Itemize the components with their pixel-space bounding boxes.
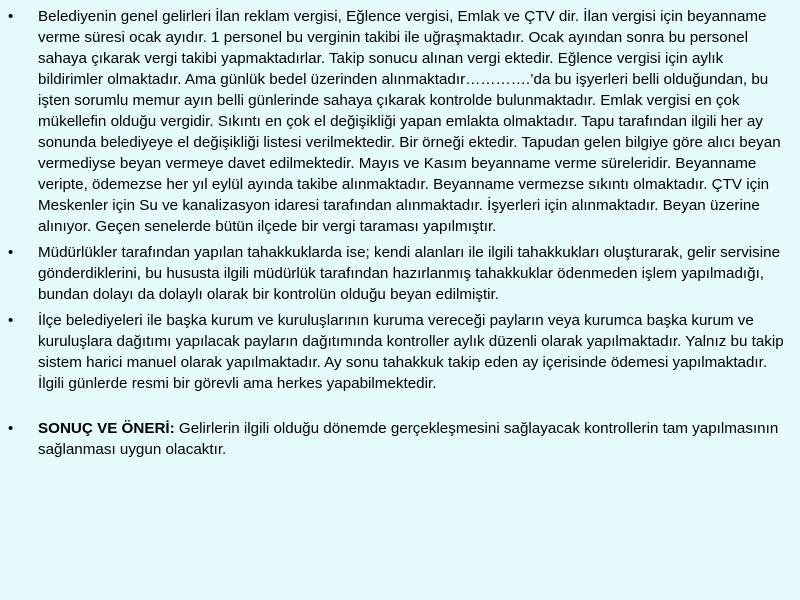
bullet-icon: • (8, 312, 14, 329)
bullet-icon: • (8, 420, 14, 437)
conclusion-text: Gelirlerin ilgili olduğu dönemde gerçekleşmesini sağlayacak kontrollerin tam yapılmasının sağlanması uygun olacaktır. (38, 420, 779, 458)
bullet-item-directorate-accruals (6, 242, 788, 305)
bullet-list (6, 6, 788, 460)
bullet-text: İlçe belediyeleri ile başka kurum ve kuruluşlarının kuruma vereceği payların veya kurumca başka kurum ve kuruluşlara dağıtımı yapılacak payların dağıtımında kontroller aylık düzenli olarak yapılmaktadır. Yalnız bu takip sistem harici manuel olarak yapılmaktadır. Ay sonu tahakkuk takip eden ay içerisinde ödemesi yapılmaktadır. İlgili günlerde resmi bir görevli ama herkes yapabilmektedir. (38, 312, 784, 392)
conclusion-label: SONUÇ VE ÖNERİ: (38, 420, 175, 437)
bullet-item-general-revenues (6, 6, 788, 237)
bullet-item-share-distribution (6, 310, 788, 394)
bullet-item-conclusion (6, 418, 788, 460)
bullet-icon: • (8, 244, 14, 261)
bullet-text: Belediyenin genel gelirleri İlan reklam vergisi, Eğlence vergisi, Emlak ve ÇTV dir. İlan vergisi için beyanname verme süresi ocak ayıdır. 1 personel bu verginin takibi ile uğraşmaktadır. Ocak ayından sonra bu personel sahaya çıkarak vergi takibi yapmaktadırlar. Takip sonucu alınan vergi ektedir. Eğlence vergisi için aylık bildirimler olmaktadır. Ama günlük bedel üzerinden alınmaktadır………….’da bu işyerleri belli olduğundan, bu işten sorumlu memur ayın belli günlerinde sahaya çıkarak kontrolde bulunmaktadır. Emlak vergisi en çok mükellefin olduğu vergidir. Sıkıntı en çok el değişikliği yapan emlakta olmaktadır. Tapu tarafından ilgili her ay sonunda belediyeye el değişikliği listesi verilmektedir. Bir örneği ektedir. Tapudan gelen bilgiye göre alıcı beyan vermediyse beyan vermeye davet edilmektedir. Mayıs ve Kasım beyanname verme süreleridir. Beyanname veripte, ödemezse her yıl eylül ayında takibe alınmaktadır. Beyanname vermezse sıkıntı olmaktadır. ÇTV için Meskenler için Su ve kanalizasyon idaresi tarafından alınmaktadır. İşyerleri için alınmaktadır. Beyan üzerine alınıyor. Geçen senelerde bütün ilçede bir vergi taraması yapılmıştır. (38, 8, 781, 235)
bullet-text: Müdürlükler tarafından yapılan tahakkuklarda ise; kendi alanları ile ilgili tahakkukları oluşturarak, gelir servisine gönderdiklerini, bu hususta ilgili müdürlük tarafından hazırlanmış tahakkuklar ödenmeden işlem yapılmadığı, bundan dolayı da dolaylı olarak bir kontrolün olduğu beyan edilmiştir. (38, 244, 781, 303)
bullet-icon: • (8, 8, 14, 25)
